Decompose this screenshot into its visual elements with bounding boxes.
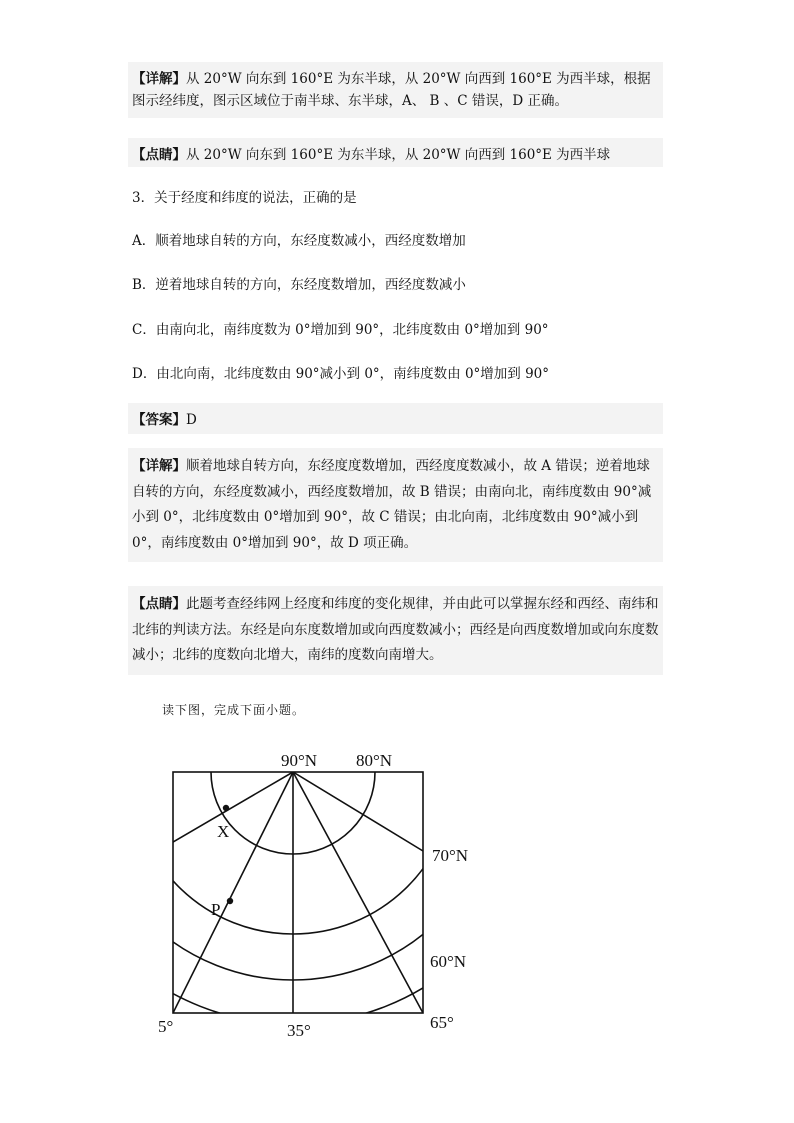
label-90n: 90°N <box>281 751 318 770</box>
hint-top-text: 从 20°W 向东到 160°E 为东半球，从 20°W 向西到 160°E 为西半球 <box>186 147 611 163</box>
hint-tag: 【点睛】 <box>132 596 186 612</box>
option-a: A．顺着地球自转的方向，东经度数减小，西经度数增加 <box>132 233 466 249</box>
label-80n: 80°N <box>356 751 393 770</box>
explain-text: 顺着地球自转方向，东经度度数增加，西经度度数减小，故 A 错误；逆着地球自转的方向，东经度数减小，西经度数增加，故 B 错误；由南向北，南纬度数由 90°减小到 0°，北纬度数由 0°增加到 90°，故 C 错误；由北向南，北纬度数由 90°减小到 0°，南纬度数由 0°增加到 90°，故 D 项正确。 <box>132 458 652 551</box>
label-point-p: P <box>211 900 221 919</box>
label-point-x: X <box>217 822 230 841</box>
explain-top-tag: 【详解】 <box>132 71 186 87</box>
question-stem: 3．关于经度和纬度的说法，正确的是 <box>132 190 357 206</box>
label-lon-35: 35° <box>287 1021 311 1040</box>
option-d: D．由北向南，北纬度数由 90°减小到 0°，南纬度数由 0°增加到 90° <box>132 366 550 382</box>
label-lon-5: 5° <box>158 1017 174 1036</box>
answer-text: D <box>186 412 197 428</box>
meridian-right-shallow <box>293 772 423 851</box>
label-70n: 70°N <box>432 846 469 865</box>
map-frame <box>173 772 423 1013</box>
explain-tag: 【详解】 <box>132 458 186 474</box>
option-b: B．逆着地球自转的方向，东经度数增加，西经度数减小 <box>132 277 466 293</box>
label-60n: 60°N <box>430 952 467 971</box>
point-x-marker <box>223 805 229 811</box>
meridian-5 <box>173 772 293 1013</box>
label-lon-65: 65° <box>430 1013 454 1032</box>
point-p-marker <box>227 898 233 904</box>
figure-caption: 读下图，完成下面小题。 <box>162 703 306 717</box>
answer-tag: 【答案】 <box>132 412 186 428</box>
hint-top-tag: 【点睛】 <box>132 147 186 163</box>
hint-text: 此题考查经纬网上经度和纬度的变化规律，并由此可以掌握东经和西经、南纬和北纬的判读方法。东经是向东度数增加或向西度数减小；西经是向西度数增加或向东度数减小；北纬的度数向北增大，南纬的度数向南增大。 <box>132 596 659 663</box>
meridian-65 <box>293 772 423 1013</box>
option-c: C．由南向北，南纬度数为 0°增加到 90°，北纬度数由 0°增加到 90° <box>132 322 549 338</box>
explain-top-text: 从 20°W 向东到 160°E 为东半球，从 20°W 向西到 160°E 为西半球，根据图示经纬度，图示区域位于南半球、东半球，A、 B 、C 错误，D 正确。 <box>132 71 651 109</box>
